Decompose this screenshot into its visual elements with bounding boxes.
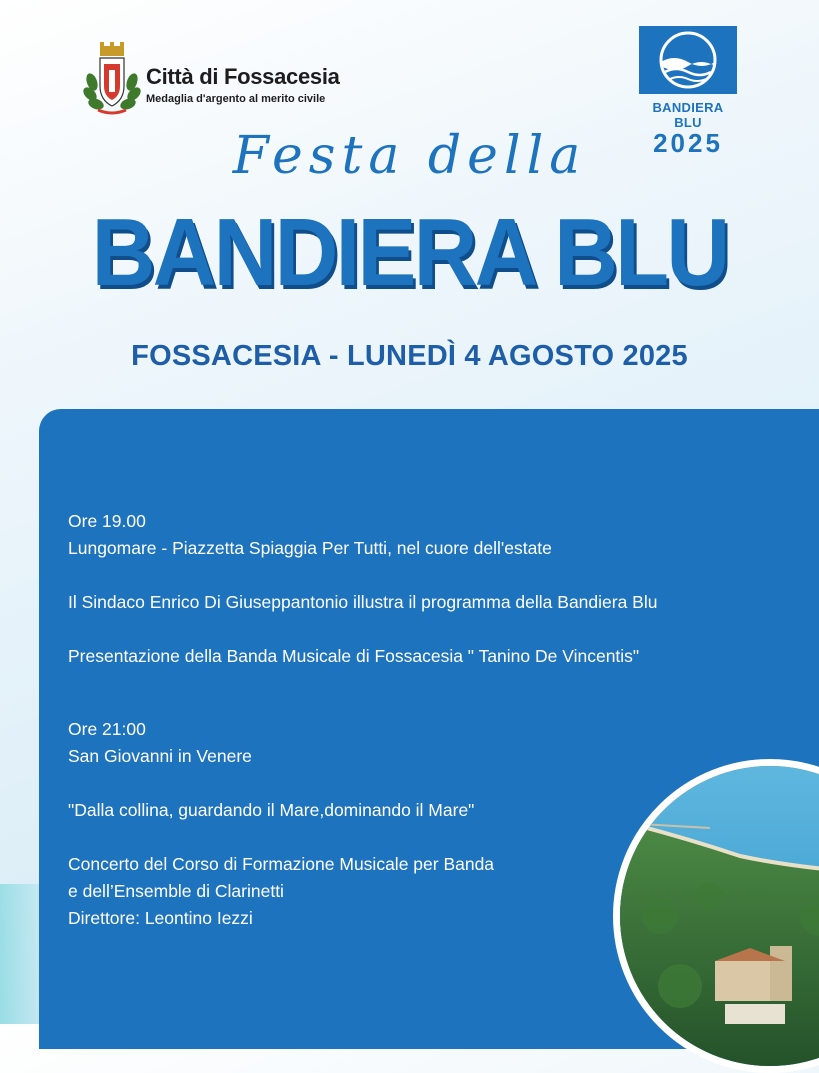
main-title: BANDIERA BLU	[91, 199, 728, 306]
bandiera-blu-label: BANDIERA BLU	[652, 100, 724, 130]
event1-item2: Presentazione della Banda Musicale di Fossacesia " Tanino De Vincentis"	[68, 646, 640, 666]
event1-item1: Il Sindaco Enrico Di Giuseppantonio illustra il programma della Bandiera Blu	[68, 592, 658, 612]
city-subtitle: Medaglia d'argento al merito civile	[146, 92, 326, 105]
city-logo	[82, 42, 340, 120]
event2-concert-line1: Concerto del Corso di Formazione Musicale per Banda	[68, 854, 495, 874]
blue-flag-icon	[639, 26, 737, 94]
event2-quote: "Dalla collina, guardando il Mare,dominando il Mare"	[68, 800, 475, 820]
city-name: Città di Fossacesia	[146, 63, 340, 89]
bandiera-blu-year: 2025	[653, 128, 723, 158]
event2-concert-line2: e dell’Ensemble di Clarinetti	[68, 881, 284, 901]
event2-director: Direttore: Leontino Iezzi	[68, 908, 253, 928]
event1-time: Ore 19.00	[68, 511, 146, 531]
script-heading: Festa della	[232, 126, 587, 186]
event2-place: San Giovanni in Venere	[68, 746, 252, 766]
city-crest-icon	[82, 42, 142, 120]
event-date: FOSSACESIA - LUNEDÌ 4 AGOSTO 2025	[131, 340, 688, 372]
event1-place: Lungomare - Piazzetta Spiaggia Per Tutti, nel cuore dell'estate	[68, 538, 552, 558]
event2-time: Ore 21:00	[68, 719, 146, 739]
